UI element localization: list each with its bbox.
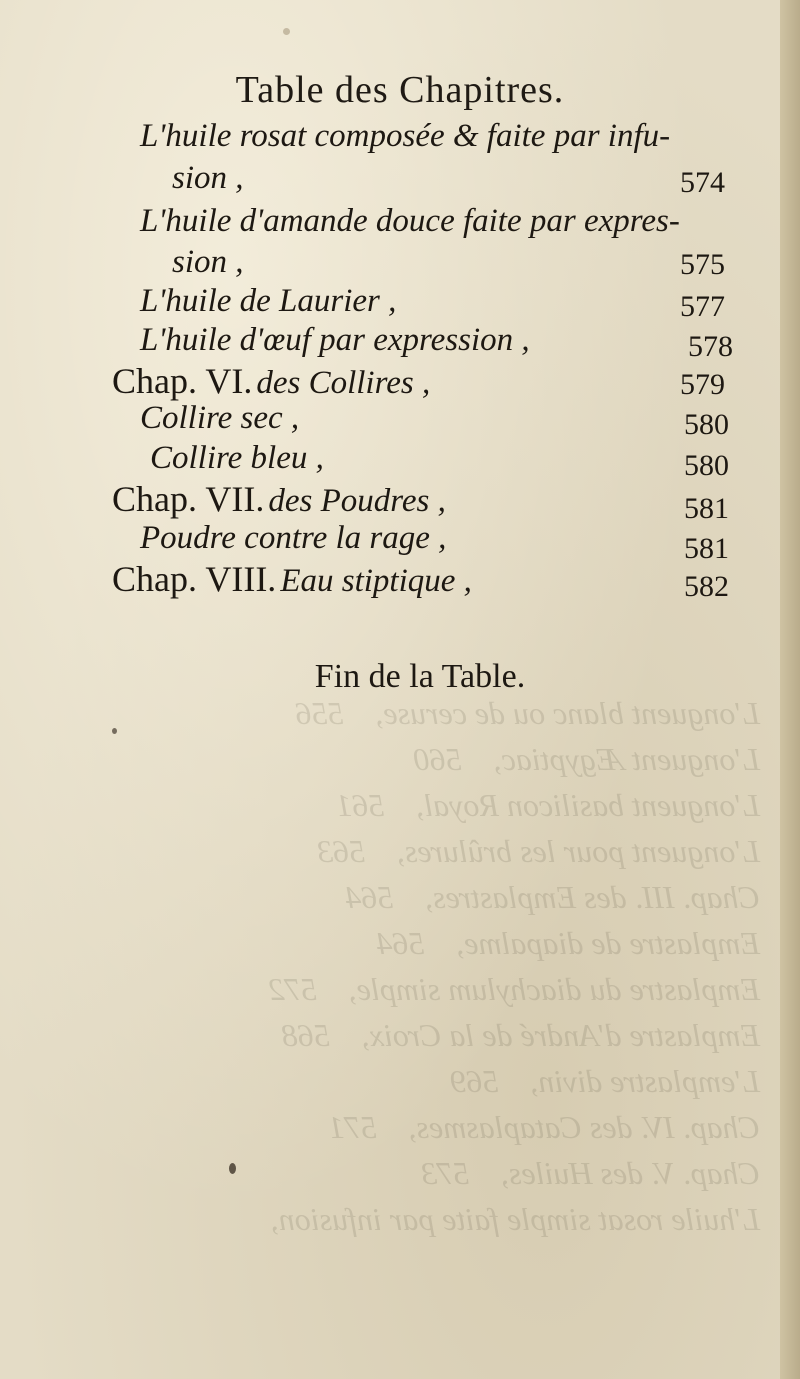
entry-line: L'huile rosat composée & faite par infu- — [140, 118, 671, 154]
ink-spot — [229, 1163, 236, 1174]
chapter-entry — [112, 558, 472, 600]
page-number: 580 — [684, 449, 729, 482]
page-number: 577 — [680, 290, 725, 323]
page-title: Table des Chapitres. — [235, 69, 565, 111]
page-number: 581 — [684, 532, 729, 565]
chapter-title: des Collires , — [256, 365, 431, 401]
page-number: 582 — [684, 570, 729, 603]
chapter-entry — [112, 478, 446, 520]
page-number: 578 — [688, 330, 733, 363]
page-number: 579 — [680, 368, 725, 401]
ink-spot — [283, 28, 290, 35]
entry-line-continued: sion , — [172, 244, 244, 280]
page-number: 580 — [684, 408, 729, 441]
entry-line-continued: sion , — [172, 160, 244, 196]
entry-line: L'huile d'œuf par expression , — [140, 322, 530, 358]
entry-line: Collire bleu , — [150, 440, 324, 476]
chapter-number: Chap. VIII. — [112, 559, 277, 599]
entry-line: Poudre contre la rage , — [140, 520, 447, 556]
chapter-title: des Poudres , — [268, 483, 446, 519]
end-of-table: Fin de la Table. — [314, 658, 526, 695]
ink-spot — [112, 728, 117, 734]
entry-line: L'huile d'amande douce faite par expres- — [140, 203, 680, 239]
entry-line: L'huile de Laurier , — [140, 283, 397, 319]
chapter-number: Chap. VII. — [112, 479, 265, 519]
entry-line: Collire sec , — [140, 400, 300, 436]
page-number: 581 — [684, 492, 729, 525]
page-number: 575 — [680, 248, 725, 281]
page-number: 574 — [680, 166, 725, 199]
chapter-number: Chap. VI. — [112, 361, 253, 401]
chapter-entry — [112, 360, 430, 402]
chapter-title: Eau stiptique , — [280, 563, 472, 599]
